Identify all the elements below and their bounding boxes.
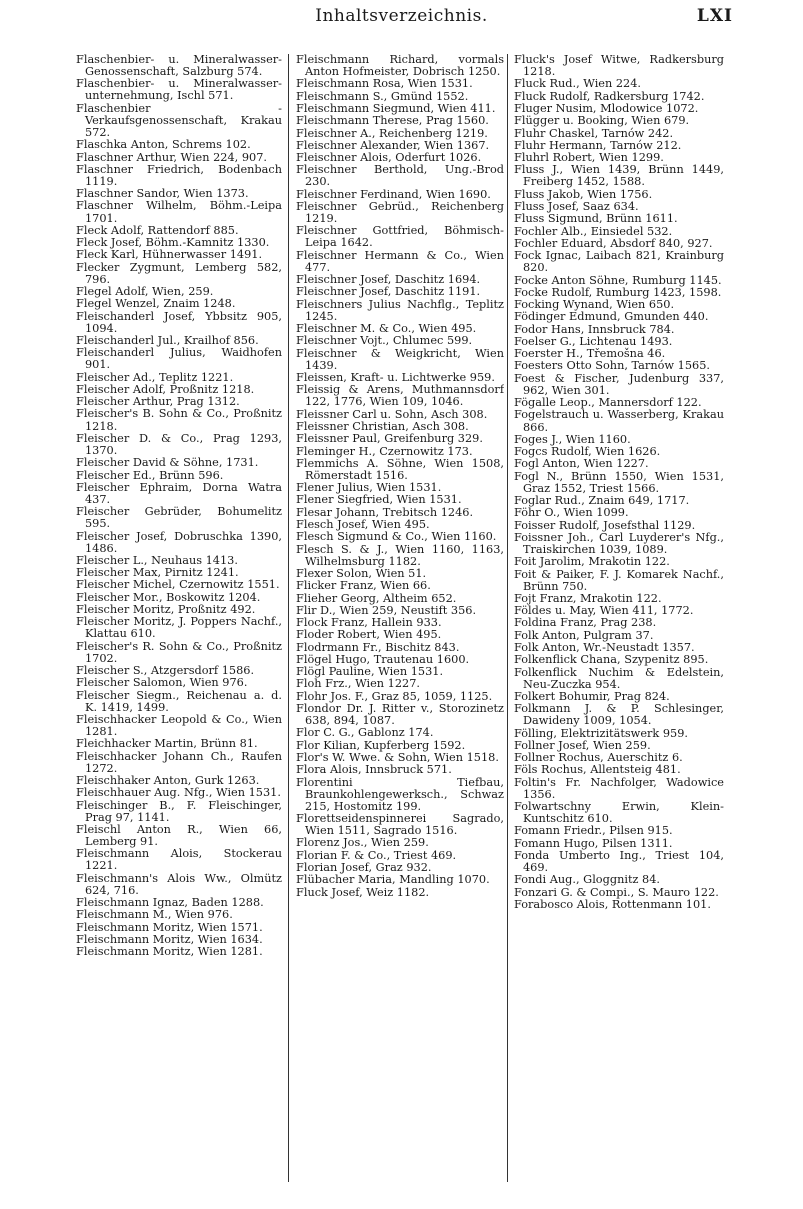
index-entry: Flohr Jos. F., Graz 85, 1059, 1125.: [296, 689, 493, 703]
index-entry: Fogelstrauch u. Wasserberg, Krakau 866.: [514, 408, 724, 434]
index-entry: Fluck Josef, Weiz 1182.: [296, 885, 430, 899]
index-entry: Fleischer L., Neuhaus 1413.: [76, 553, 238, 567]
index-entry: Fleischl Anton R., Wien 66, Lemberg 91.: [76, 822, 282, 849]
index-entry: Fleischner Hermann & Co., Wien 477.: [296, 248, 504, 274]
index-entry: Fölling, Elektrizitätswerk 959.: [514, 726, 689, 740]
index-entry: Fleischer Salomon, Wien 976.: [76, 676, 248, 690]
index-entry: Floh Frz., Wien 1227.: [296, 677, 421, 691]
index-entry: Fleischhacker Leopold & Co., Wien 1281.: [76, 713, 282, 739]
index-entry: Flemmichs A. Söhne, Wien 1508, Römerstadt 1516.: [296, 456, 504, 482]
index-entry: Flegel Adolf, Wien, 259.: [76, 285, 214, 299]
index-entry: Flaschka Anton, Schrems 102.: [76, 138, 251, 152]
index-entry: Fleischmann Alois, Stockerau 1221.: [76, 847, 282, 873]
index-entry: Fondi Aug., Gloggnitz 84.: [514, 873, 661, 887]
index-entry: Fleischner M. & Co., Wien 495.: [296, 322, 477, 336]
index-entry: Fonzari G. & Compi., S. Mauro 122.: [514, 885, 719, 899]
index-entry: Fleichhacker Martin, Brünn 81.: [76, 737, 258, 751]
index-entry: Flübacher Maria, Mandling 1070.: [296, 873, 490, 887]
index-entry: Flicker Franz, Wien 66.: [296, 579, 431, 593]
index-entry: Foldina Franz, Prag 238.: [514, 616, 657, 630]
index-entry: Fleissner Christian, Asch 308.: [296, 419, 469, 433]
index-entry: Foesters Otto Sohn, Tarnów 1565.: [514, 359, 710, 373]
index-entry: Fleischer's R. Sohn & Co., Proßnitz 1702.: [76, 639, 282, 665]
index-entry: Fonda Umberto Ing., Triest 104, 469.: [514, 849, 724, 875]
index-entry: Folk Anton, Pulgram 37.: [514, 628, 654, 642]
index-entry: Fluck Rudolf, Radkersburg 1742.: [514, 89, 705, 103]
index-entry: Flaschner Sandor, Wien 1373.: [76, 187, 249, 201]
index-entry: Fleischhaker Anton, Gurk 1263.: [76, 774, 260, 788]
index-entry: Fleischmann's Alois Ww., Olmütz 624, 716.: [76, 871, 282, 897]
index-entry: Fleischmann Moritz, Wien 1571.: [76, 920, 263, 934]
index-entry: Foit Jarolim, Mrakotin 122.: [514, 555, 670, 569]
index-entry: Fleischner Josef, Daschitz 1191.: [296, 285, 481, 299]
index-entry: Fleischanderl Julius, Waidhofen 901.: [76, 346, 282, 372]
index-entry: Fock Ignac, Laibach 821, Krainburg 820.: [514, 249, 724, 275]
index-entry: Fochler Alb., Einsiedel 532.: [514, 224, 673, 238]
index-entry: Fleck Karl, Hühnerwasser 1491.: [76, 248, 263, 262]
index-entry: Fleischner Berthold, Ung.-Brod 230.: [296, 163, 504, 189]
index-entry: Fleischner Alois, Oderfurt 1026.: [296, 151, 482, 165]
index-entry: Folkmann J. & P. Schlesinger, Dawideny 1009, 1054.: [514, 702, 724, 728]
index-entry: Föhr O., Wien 1099.: [514, 506, 629, 520]
index-entry: Fleischer Arthur, Prag 1312.: [76, 395, 240, 409]
index-entry: Fleischanderl Jul., Krailhof 856.: [76, 333, 259, 347]
index-entry: Flögl Pauline, Wien 1531.: [296, 665, 444, 679]
index-entry: Flondor Dr. J. Ritter v., Storozinetz 638, 894, 1087.: [296, 702, 504, 728]
index-entry: Fleischinger B., F. Fleischinger, Prag 97, 1141.: [76, 798, 282, 824]
index-entry: Fleischner Alexander, Wien 1367.: [296, 138, 490, 152]
index-entry: Fleissig & Arens, Muthmannsdorf 122, 1776, Wien 109, 1046.: [296, 383, 504, 409]
index-entry: Fleischer Ad., Teplitz 1221.: [76, 370, 234, 384]
index-entry: Focke Anton Söhne, Rumburg 1145.: [514, 273, 722, 287]
index-entry: Fleischer's B. Sohn & Co., Proßnitz 1218.: [76, 407, 282, 433]
column-divider: [288, 54, 289, 1182]
index-entry: Follner Rochus, Auerschitz 6.: [514, 751, 683, 765]
index-entry: Fleischer Adolf, Proßnitz 1218.: [76, 382, 255, 396]
index-entry: Forabosco Alois, Rottenmann 101.: [514, 897, 711, 911]
index-entry: Fleissen, Kraft- u. Lichtwerke 959.: [296, 371, 495, 384]
index-entry: Fleischer Josef, Dobruschka 1390, 1486.: [76, 529, 282, 555]
index-entry: Fomann Hugo, Pilsen 1311.: [514, 836, 673, 850]
index-entry: Fleischner Vojt., Chlumec 599.: [296, 334, 473, 348]
index-entry: Fleischer David & Söhne, 1731.: [76, 456, 259, 470]
index-entry: Fleischer Ephraim, Dorna Watra 437.: [76, 480, 282, 506]
index-entry: Flexer Solon, Wien 51.: [296, 566, 427, 580]
index-entry: Fleischmann Rosa, Wien 1531.: [296, 77, 473, 91]
index-entry: Focke Rudolf, Rumburg 1423, 1598.: [514, 285, 722, 299]
index-entry: Flecker Zygmunt, Lemberg 582, 796.: [76, 260, 282, 286]
index-entry: Flaschenbier - Verkaufsgenossenschaft, Krakau 572.: [76, 101, 282, 139]
index-entry: Földes u. May, Wien 411, 1772.: [514, 604, 694, 618]
page-number: LXI: [696, 6, 733, 26]
index-entry: Focking Wynand, Wien 650.: [514, 298, 675, 312]
index-entry: Folkert Bohumir, Prag 824.: [514, 689, 670, 703]
index-entry: Flor's W. Wwe. & Sohn, Wien 1518.: [296, 750, 499, 764]
index-entry: Floder Robert, Wien 495.: [296, 628, 442, 642]
index-entry: Fleischer S., Atzgersdorf 1586.: [76, 664, 255, 678]
index-entry: Flaschner Friedrich, Bodenbach 1119.: [76, 162, 282, 188]
index-entry: Fleischer Siegm., Reichenau a. d. K. 1419, 1499.: [76, 688, 282, 714]
index-entry: Foerster H., Třemošna 46.: [514, 347, 666, 361]
index-entry: Föls Rochus, Allentsteig 481.: [514, 763, 681, 777]
index-column-3: [514, 54, 724, 1179]
index-entry: Fluck's Josef Witwe, Radkersburg 1218.: [514, 54, 724, 79]
index-entry: Fleminger H., Czernowitz 173.: [296, 444, 473, 458]
index-entry: Fogl N., Brünn 1550, Wien 1531, Graz 1552, Triest 1566.: [514, 469, 724, 495]
index-entry: Fleischer Max, Pirnitz 1241.: [76, 566, 239, 580]
index-entry: Fleischner Gebrüd., Reichenberg 1219.: [296, 200, 504, 226]
index-entry: Fleischmann Moritz, Wien 1281.: [76, 945, 263, 959]
index-entry: Fleischmann S., Gmünd 1552.: [296, 89, 469, 103]
index-entry: Fleischanderl Josef, Ybbsitz 905, 1094.: [76, 309, 282, 335]
index-entry: Flener Julius, Wien 1531.: [296, 481, 442, 495]
index-entry: Fleischmann Ignaz, Baden 1288.: [76, 896, 264, 910]
index-entry: Fleischner Gottfried, Böhmisch-Leipa 1642.: [296, 224, 504, 250]
index-entry: Fleischhacker Johann Ch., Raufen 1272.: [76, 749, 282, 775]
page-header: [0, 6, 803, 32]
page-title: Inhaltsverzeichnis.: [315, 6, 488, 26]
index-entry: Fleischner Josef, Daschitz 1694.: [296, 273, 481, 287]
index-entry: Fleischner Ferdinand, Wien 1690.: [296, 187, 491, 201]
index-column-1: [76, 54, 282, 1179]
index-entry: Flodrmann Fr., Bischitz 843.: [296, 640, 460, 654]
column-divider: [507, 54, 508, 1182]
index-entry: Fleischners Julius Nachflg., Teplitz 1245.: [296, 297, 504, 323]
index-entry: Florian Josef, Graz 932.: [296, 860, 432, 874]
index-entry: Flock Franz, Hallein 933.: [296, 616, 442, 630]
index-entry: Fleischer Moritz, J. Poppers Nachf., Klattau 610.: [76, 615, 282, 641]
index-entry: Fleischmann M., Wien 976.: [76, 908, 233, 922]
index-entry: Flesch Josef, Wien 495.: [296, 518, 430, 531]
index-entry: Folkenflick Nuchim & Edelstein, Neu-Zuczka 954.: [514, 665, 724, 691]
index-entry: Foest & Fischer, Judenburg 337, 962, Wien 301.: [514, 371, 724, 397]
index-entry: Flaschner Arthur, Wien 224, 907.: [76, 150, 268, 164]
index-entry: Fluhr Hermann, Tarnów 212.: [514, 138, 682, 152]
index-entry: Fleischer Ed., Brünn 596.: [76, 468, 224, 482]
index-entry: Fleissner Paul, Greifenburg 329.: [296, 432, 483, 446]
index-column-2: [296, 54, 504, 1179]
index-entry: Fluhr Chaskel, Tarnów 242.: [514, 126, 674, 140]
index-entry: Fluger Nusim, Mlodowice 1072.: [514, 101, 699, 115]
index-entry: Fleischer D. & Co., Prag 1293, 1370.: [76, 431, 282, 457]
index-entry: Foit & Paiker, F. J. Komarek Nachf., Brünn 750.: [514, 567, 724, 593]
index-entry: Fleischer Mor., Boskowitz 1204.: [76, 590, 261, 604]
index-entry: Fluhrl Robert, Wien 1299.: [514, 151, 664, 165]
index-entry: Fleischhauer Aug. Nfg., Wien 1531.: [76, 786, 281, 800]
index-entry: Flor C. G., Gablonz 174.: [296, 726, 434, 740]
index-entry: Folk Anton, Wr.-Neustadt 1357.: [514, 641, 695, 654]
index-entry: Foglar Rud., Znaim 649, 1717.: [514, 494, 690, 507]
index-entry: Flegel Wenzel, Znaim 1248.: [76, 297, 236, 311]
index-entry: Flir D., Wien 259, Neustift 356.: [296, 603, 477, 617]
index-entry: Fleissner Carl u. Sohn, Asch 308.: [296, 407, 488, 421]
index-entry: Flener Siegfried, Wien 1531.: [296, 493, 462, 507]
index-entry: Flesch S. & J., Wien 1160, 1163, Wilhelmsburg 1182.: [296, 542, 504, 568]
index-entry: Flora Alois, Innsbruck 571.: [296, 763, 452, 777]
index-entry: Flesch Sigmund & Co., Wien 1160.: [296, 530, 497, 544]
index-entry: Florettseidenspinnerei Sagrado, Wien 1511, Sagrado 1516.: [296, 812, 504, 838]
index-entry: Folkenflick Chana, Szypenitz 895.: [514, 653, 709, 667]
index-entry: Foissner Joh., Carl Luyderer's Nfg., Traiskirchen 1039, 1089.: [514, 530, 724, 556]
index-entry: Florian F. & Co., Triest 469.: [296, 848, 457, 862]
index-entry: Fleischer Gebrüder, Bohumelitz 595.: [76, 505, 282, 531]
index-entry: Flaschenbier- u. Mineralwasser-unternehmung, Ischl 571.: [76, 77, 282, 103]
index-entry: Fluss Jakob, Wien 1756.: [514, 187, 653, 201]
index-entry: Fleischmann Richard, vormals Anton Hofmeister, Dobrisch 1250.: [296, 54, 504, 79]
index-entry: Fleischmann Therese, Prag 1560.: [296, 114, 489, 128]
index-entry: Fögalle Leop., Mannersdorf 122.: [514, 396, 702, 410]
index-entry: Fogl Anton, Wien 1227.: [514, 457, 649, 471]
index-entry: Fleischmann Siegmund, Wien 411.: [296, 101, 496, 115]
index-entry: Fleischmann Moritz, Wien 1634.: [76, 932, 263, 946]
index-entry: Fleischer Moritz, Proßnitz 492.: [76, 603, 256, 617]
index-entry: Flieher Georg, Altheim 652.: [296, 591, 457, 605]
index-entry: Fleck Adolf, Rattendorf 885.: [76, 223, 239, 237]
index-entry: Foisser Rudolf, Josefsthal 1129.: [514, 518, 696, 532]
index-entry: Fochler Eduard, Absdorf 840, 927.: [514, 236, 713, 250]
index-entry: Foelser G., Lichtenau 1493.: [514, 334, 673, 348]
index-entry: Flügger u. Booking, Wien 679.: [514, 114, 690, 128]
index-entry: Fleck Josef, Böhm.-Kamnitz 1330.: [76, 236, 270, 250]
index-entry: Flor Kilian, Kupferberg 1592.: [296, 738, 466, 752]
index-entry: Florentini Tiefbau, Braunkohlengewerksch., Schwaz 215, Hostomitz 199.: [296, 775, 504, 813]
index-entry: Flesar Johann, Trebitsch 1246.: [296, 505, 474, 519]
index-entry: Florenz Jos., Wien 259.: [296, 836, 429, 850]
index-entry: Fluss Sigmund, Brünn 1611.: [514, 212, 678, 226]
index-entry: Fomann Friedr., Pilsen 915.: [514, 824, 673, 838]
index-entry: Fleischner & Weigkricht, Wien 1439.: [296, 346, 504, 372]
index-entry: Fluck Rud., Wien 224.: [514, 77, 642, 91]
index-entry: Fodor Hans, Innsbruck 784.: [514, 322, 675, 336]
index-entry: Foltin's Fr. Nachfolger, Wadowice 1356.: [514, 775, 724, 801]
index-entry: Folwartschny Erwin, Klein-Kuntschitz 610.: [514, 800, 724, 826]
index-entry: Fluss Josef, Saaz 634.: [514, 200, 639, 213]
index-entry: Foges J., Wien 1160.: [514, 432, 631, 446]
index-entry: Follner Josef, Wien 259.: [514, 738, 651, 752]
index-entry: Flaschenbier- u. Mineralwasser-Genossenschaft, Salzburg 574.: [76, 54, 282, 79]
index-entry: Fogcs Rudolf, Wien 1626.: [514, 445, 661, 459]
index-entry: Flaschner Wilhelm, Böhm.-Leipa 1701.: [76, 199, 282, 225]
index-entry: Flögel Hugo, Trautenau 1600.: [296, 652, 470, 666]
index-entry: Fojt Franz, Mrakotin 122.: [514, 591, 662, 605]
index-entry: Fleischner A., Reichenberg 1219.: [296, 126, 488, 140]
index-entry: Fluss J., Wien 1439, Brünn 1449, Freiberg 1452, 1588.: [514, 163, 724, 189]
index-entry: Födinger Edmund, Gmunden 440.: [514, 310, 709, 324]
index-entry: Fleischer Michel, Czernowitz 1551.: [76, 578, 280, 592]
